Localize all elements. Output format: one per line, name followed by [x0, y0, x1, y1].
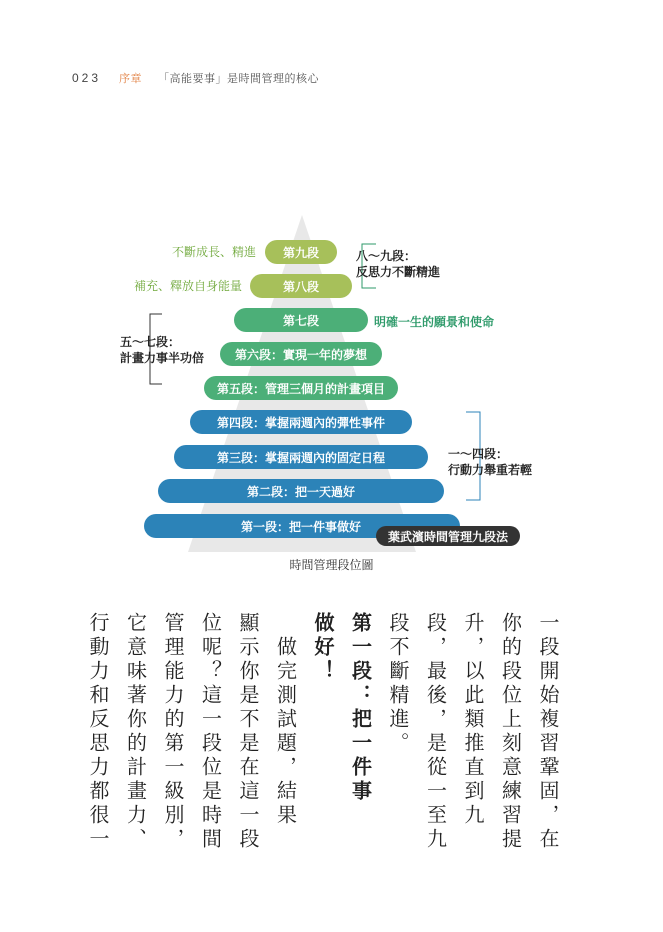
- text-column: 一段開始複習鞏固，在: [536, 612, 560, 852]
- text-column: 段不斷精進。: [386, 612, 410, 756]
- stage-3: [174, 445, 428, 469]
- method-badge-label: 葉武濱時間管理九段法: [387, 530, 509, 544]
- stage-7: [234, 308, 368, 332]
- stage-6: [220, 342, 382, 366]
- text-column: 顯示你是不是在這一段: [236, 612, 260, 852]
- body-text: [70, 612, 570, 912]
- text-column: 第一段：把一件事: [348, 612, 373, 804]
- group-8-9-title: 八～九段：: [356, 249, 417, 263]
- stage-2-label: 第二段：把一天過好: [246, 485, 356, 499]
- text-column: 做好！: [311, 612, 335, 684]
- stage-6-label: 第六段：實現一年的夢想: [234, 348, 368, 362]
- chapter-label: 序章: [119, 72, 143, 85]
- text-column: 升，以此類推直到九: [461, 612, 485, 828]
- bracket-5-7: [150, 314, 162, 384]
- stage-8: [250, 274, 352, 298]
- stage-1-label: 第一段：把一件事做好: [240, 520, 362, 534]
- text-column: 做完測試題，結果: [273, 612, 298, 828]
- stage-8-label: 第八段: [282, 280, 320, 294]
- figure-caption: 時間管理段位圖: [289, 558, 374, 572]
- stage-9: [265, 240, 337, 264]
- stage-5-label: 第五段：管理三個月的計畫項目: [216, 382, 386, 396]
- group-8-9-desc: 反思力不斷精進: [356, 265, 441, 279]
- page-number: 023: [72, 71, 102, 85]
- group-5-7-desc: 計畫力事半功倍: [120, 351, 205, 365]
- stage-2: [158, 479, 444, 503]
- text-column: 段，最後，是從一至九: [423, 612, 448, 852]
- stage-4: [190, 410, 412, 434]
- chapter-title: 「高能要事」是時間管理的核心: [158, 72, 320, 85]
- text-column: 位呢？這一段位是時間: [198, 612, 223, 852]
- text-column: 你的段位上刻意練習提: [498, 612, 523, 852]
- group-5-7-title: 五～七段：: [120, 335, 181, 349]
- stage-4-label: 第四段：掌握兩週內的彈性事件: [216, 416, 386, 430]
- text-column: 管理能力的第一級別，: [161, 612, 185, 852]
- text-column: 它意味著你的計畫力、: [123, 612, 148, 852]
- stage-5: [204, 376, 398, 400]
- text-column: 行動力和反思力都很一: [86, 612, 110, 852]
- stage-8-note: 補充、釋放自身能量: [133, 279, 242, 293]
- stage-7-note: 明確一生的願景和使命: [374, 315, 495, 329]
- stage-3-label: 第三段：掌握兩週內的固定日程: [216, 451, 386, 465]
- group-1-4-desc: 行動力舉重若輕: [448, 463, 533, 477]
- time-management-pyramid: [0, 200, 663, 560]
- group-1-4-title: 一～四段：: [448, 447, 509, 461]
- stage-9-label: 第九段: [282, 246, 320, 260]
- running-header: [72, 70, 319, 86]
- stage-7-label: 第七段: [282, 314, 320, 328]
- stage-9-note: 不斷成長、精進: [171, 245, 256, 259]
